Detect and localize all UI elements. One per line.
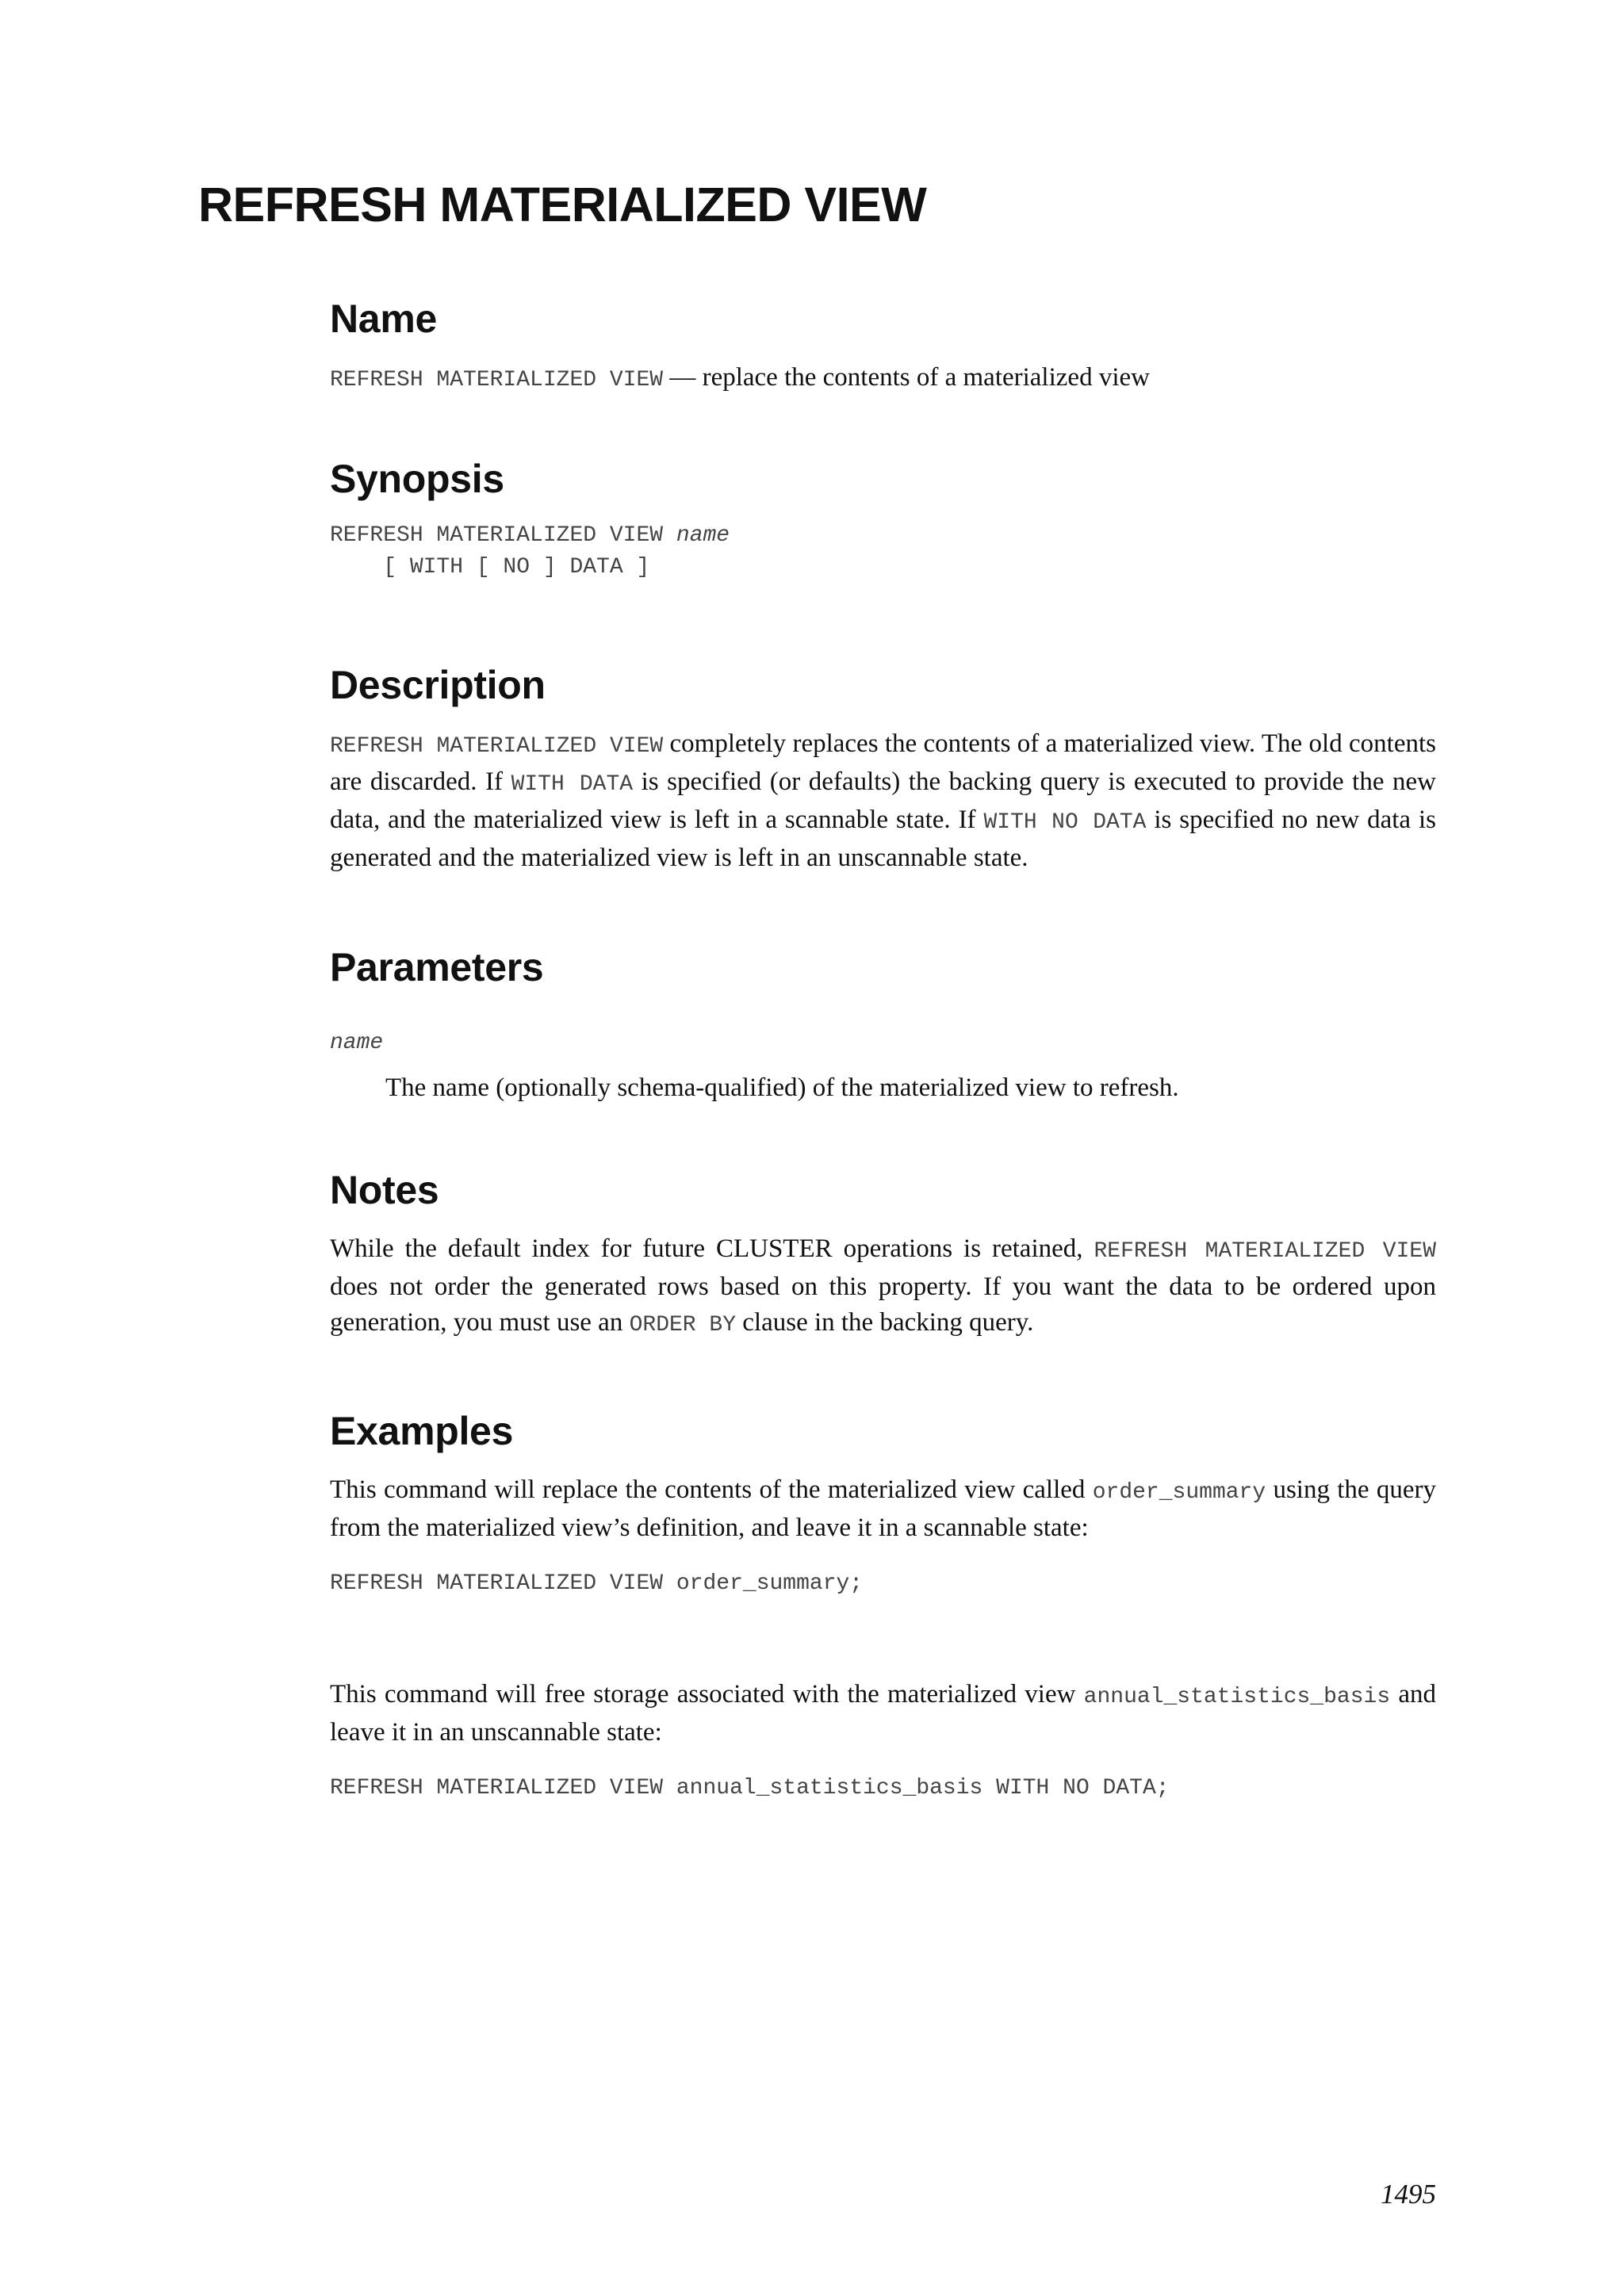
notes-section <box>330 1166 1436 1343</box>
examples-section <box>330 1407 1436 1804</box>
page-title: REFRESH MATERIALIZED VIEW <box>198 178 927 232</box>
with-data-keyword: WITH DATA <box>511 772 634 797</box>
example-2-identifier: annual_statistics_basis <box>1083 1685 1391 1709</box>
synopsis-heading: Synopsis <box>330 457 504 501</box>
name-command: REFRESH MATERIALIZED VIEW <box>330 368 664 392</box>
example-1-text-a: This command will replace the contents of the materialized view called <box>330 1475 1093 1504</box>
order-by-keyword: ORDER BY <box>629 1313 737 1337</box>
example-2-text <box>330 1677 1436 1751</box>
notes-command: REFRESH MATERIALIZED VIEW <box>1094 1239 1437 1264</box>
parameter-description: The name (optionally schema-qualified) of the materialized view to refresh. <box>385 1073 1179 1102</box>
example-1-identifier: order_summary <box>1092 1480 1266 1505</box>
description-text-1: completely replaces the contents of a materialized view. The old contents are discarded. If <box>330 729 1436 796</box>
notes-heading: Notes <box>330 1168 439 1212</box>
notes-paragraph <box>330 1231 1436 1343</box>
description-text-3: is specified no new data is generated and the materialized view is left in an unscannable state. <box>330 806 1436 872</box>
name-heading: Name <box>330 297 437 341</box>
example-1-text-b: using the query from the materialized view’s definition, and leave it in a scannable state: <box>330 1475 1437 1542</box>
name-section <box>330 295 1436 398</box>
example-2-text-a: This command will free storage associated with the materialized view <box>330 1680 1084 1709</box>
example-1-code: REFRESH MATERIALIZED VIEW order_summary; <box>330 1571 864 1596</box>
page-number: 1495 <box>1381 2179 1436 2210</box>
description-heading: Description <box>330 663 546 707</box>
parameters-section <box>330 943 1436 1106</box>
synopsis-code <box>330 520 1436 584</box>
description-text-2: is specified (or defaults) the backing query is executed to provide the new data, and the materialized view is left in a scannable state. If <box>330 767 1437 834</box>
notes-text-1: While the default index for future CLUSTER operations is retained, <box>330 1234 1094 1263</box>
synopsis-param: name <box>676 523 730 548</box>
description-command: REFRESH MATERIALIZED VIEW <box>330 734 664 759</box>
notes-text-2: does not order the generated rows based on this property. If you want the data to be ordered upon generation, you must use an <box>330 1272 1436 1337</box>
example-2-text-b: and leave it in an unscannable state: <box>330 1680 1436 1747</box>
name-summary <box>330 360 1436 398</box>
notes-text-3: clause in the backing query. <box>736 1308 1034 1337</box>
example-2-code: REFRESH MATERIALIZED VIEW annual_statistics_basis WITH NO DATA; <box>330 1776 1170 1800</box>
example-1-text <box>330 1472 1436 1546</box>
description-section <box>330 661 1436 876</box>
description-paragraph <box>330 726 1436 876</box>
examples-heading: Examples <box>330 1409 514 1453</box>
synopsis-section <box>330 455 1436 584</box>
parameters-heading: Parameters <box>330 945 544 989</box>
parameter-term-name: name <box>330 1031 384 1055</box>
with-no-data-keyword: WITH NO DATA <box>983 810 1147 835</box>
synopsis-command: REFRESH MATERIALIZED VIEW <box>330 523 664 548</box>
synopsis-with-data-clause: [ WITH [ NO ] DATA ] <box>330 555 650 580</box>
name-purpose: — replace the contents of a materialized view <box>669 363 1150 392</box>
refentry-content <box>330 295 1436 1804</box>
